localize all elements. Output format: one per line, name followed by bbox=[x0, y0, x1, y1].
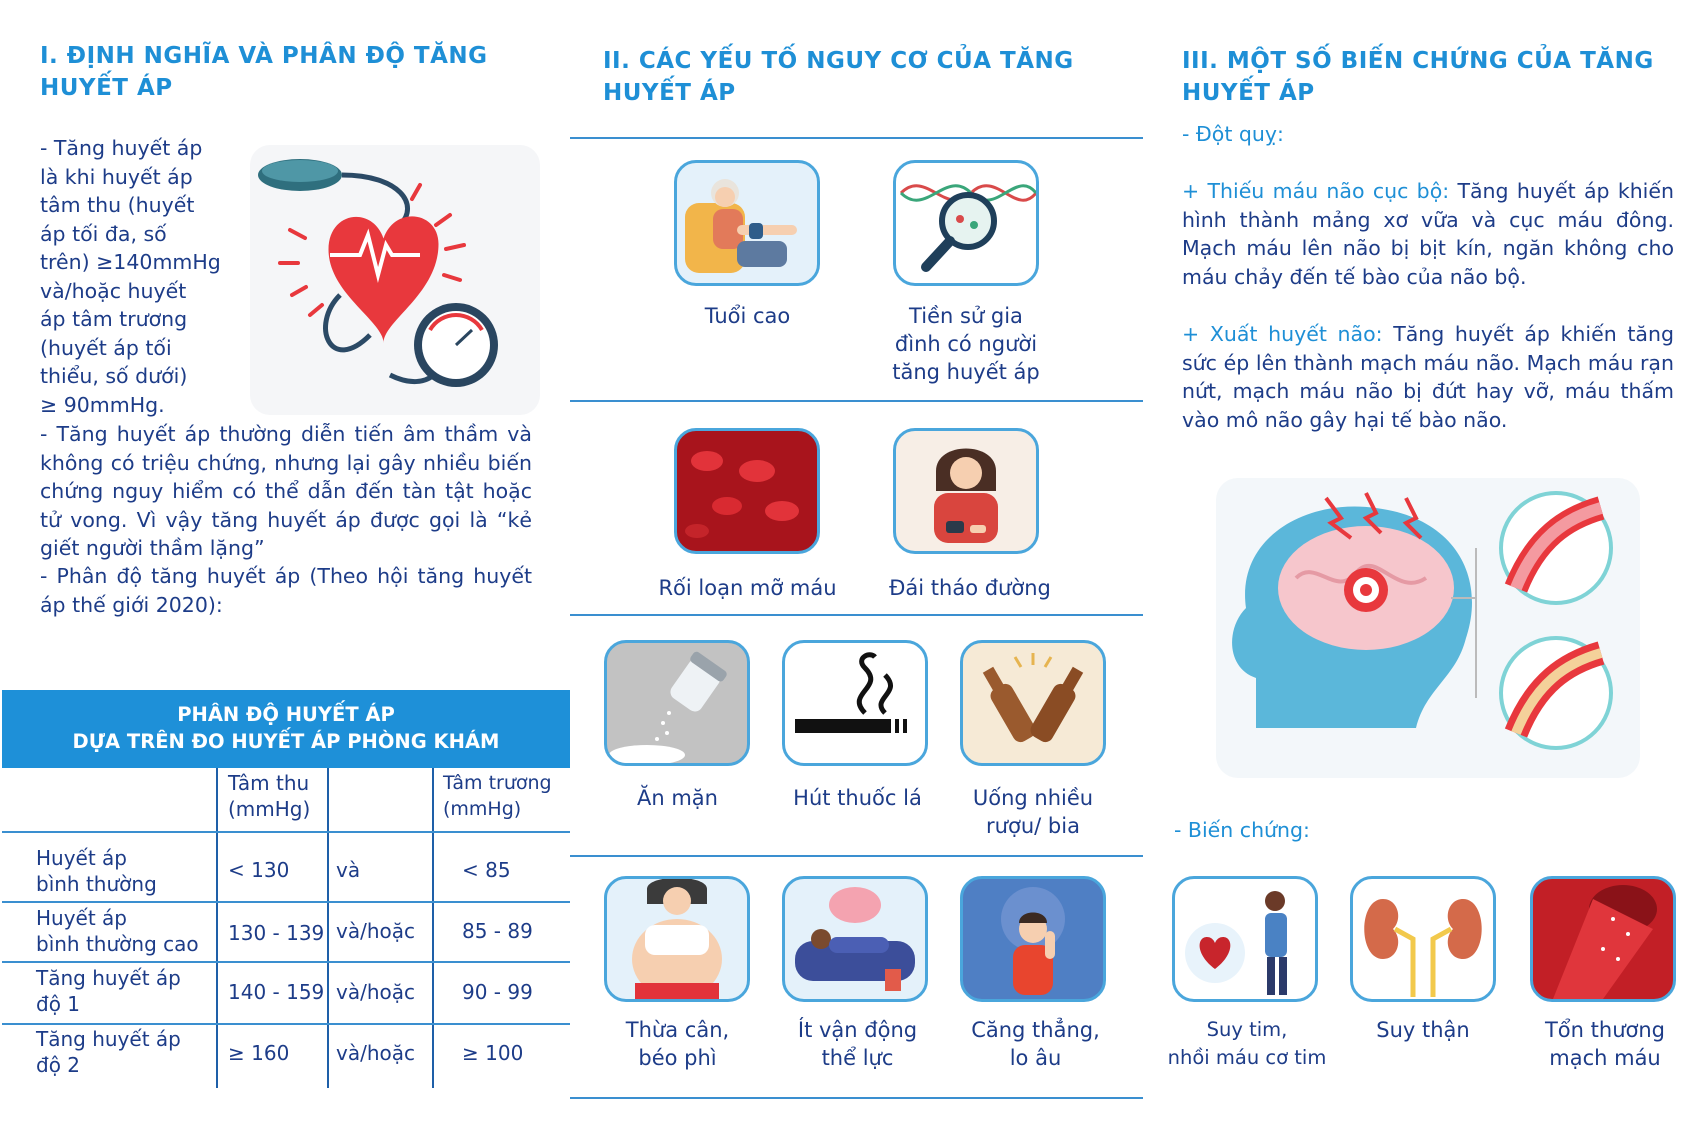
section3-heading bbox=[1182, 45, 1682, 109]
section3-heading-line1: III. MỘT SỐ BIẾN CHỨNG CỦA TĂNG bbox=[1182, 48, 1654, 74]
row-label-line: Tăng huyết áp bbox=[36, 1027, 181, 1051]
dna-magnifier-icon bbox=[893, 160, 1039, 286]
cell-systolic: 140 - 159 bbox=[228, 980, 325, 1004]
complication-label-kidney bbox=[1350, 1016, 1496, 1044]
hemorrhage-text: Tăng huyết áp khiến tăng sức ép lên thành mạch máu não. Mạch máu rạn nứt, mạch máu não bị đứt hay vỡ, máu thấm vào mô não gây hại tế bào não. bbox=[1182, 322, 1674, 432]
glucose-test-icon bbox=[893, 428, 1039, 554]
label-line: rượu/ bia bbox=[986, 814, 1080, 838]
cell-conjunction: và/hoặc bbox=[336, 1041, 415, 1065]
label-line: Suy thận bbox=[1376, 1018, 1470, 1042]
def-line: áp tối đa, số bbox=[40, 221, 167, 246]
divider bbox=[570, 1097, 1143, 1099]
brain-vessel-icon bbox=[1216, 478, 1640, 778]
label-line: Tổn thương bbox=[1544, 1018, 1665, 1042]
label-line: Suy tim, bbox=[1206, 1018, 1288, 1041]
factor-label-diabetes bbox=[870, 574, 1070, 602]
divider bbox=[570, 855, 1143, 857]
label-line: Tuổi cao bbox=[704, 304, 791, 328]
table-row-label bbox=[36, 905, 199, 957]
complication-label-heart bbox=[1150, 1016, 1344, 1072]
factor-label-age bbox=[660, 302, 835, 330]
cell-systolic: 130 - 139 bbox=[228, 921, 325, 945]
divider bbox=[570, 614, 1143, 616]
cell-conjunction: và/hoặc bbox=[336, 980, 415, 1004]
col-header-systolic-line: Tâm thu bbox=[228, 771, 310, 795]
definition-text bbox=[40, 134, 232, 419]
section2-heading bbox=[603, 45, 1143, 109]
row-label-line: Tăng huyết áp bbox=[36, 966, 181, 990]
heart-bp-gauge-icon bbox=[250, 145, 540, 415]
label-line: Thừa cân, bbox=[625, 1018, 730, 1042]
sedentary-couch-icon bbox=[782, 876, 928, 1002]
cell-systolic: < 130 bbox=[228, 858, 290, 882]
def-line: là khi huyết áp bbox=[40, 164, 193, 189]
divider bbox=[570, 137, 1143, 139]
label-line: Đái tháo đường bbox=[889, 576, 1051, 600]
label-line: Hút thuốc lá bbox=[793, 786, 922, 810]
silent-killer-text: - Tăng huyết áp thường diễn tiến âm thầm và không có triệu chứng, nhưng lại gây nhiều biến chứng nguy hiểm có thể dẫn đến tàn tật hoặc tử vong. Vì vậy tăng huyết áp được gọi là “kẻ giết người thầm lặng” bbox=[40, 422, 532, 560]
classification-intro: - Phân độ tăng huyết áp (Theo hội tăng huyết áp thế giới 2020): bbox=[40, 564, 532, 617]
factor-label-inactivity bbox=[775, 1016, 940, 1072]
factor-label-stress bbox=[953, 1016, 1118, 1072]
cell-diastolic: 90 - 99 bbox=[462, 980, 533, 1004]
stroke-title-text: - Đột quỵ: bbox=[1182, 122, 1284, 146]
ischemia-text: Tăng huyết áp khiến hình thành mảng xơ vữa và cục máu đông. Mạch máu lên não bị bịt kín, ngăn không cho máu chảy đến tế bào của não bộ. bbox=[1182, 179, 1674, 289]
bp-table-title bbox=[2, 690, 570, 768]
hemorrhage-label: + Xuất huyết não: bbox=[1182, 322, 1383, 346]
label-line: Căng thẳng, bbox=[971, 1018, 1100, 1042]
table-row-label bbox=[36, 965, 181, 1017]
row-label-line: độ 1 bbox=[36, 992, 81, 1016]
obese-person-icon bbox=[604, 876, 750, 1002]
def-line: - Tăng huyết áp bbox=[40, 136, 203, 160]
section2-heading-line2: HUYẾT ÁP bbox=[603, 80, 736, 106]
factor-label-dyslipidemia bbox=[640, 574, 855, 602]
complications-title-text: - Biến chứng: bbox=[1174, 818, 1310, 842]
col-header-systolic-line: (mmHg) bbox=[228, 797, 311, 821]
def-line: ≥ 90mmHg. bbox=[40, 392, 165, 417]
ischemia-label: + Thiếu máu não cục bộ: bbox=[1182, 179, 1450, 203]
heart-failure-icon bbox=[1172, 876, 1318, 1002]
label-line: lo âu bbox=[1009, 1046, 1062, 1070]
section1-heading bbox=[40, 40, 560, 104]
label-line: Tiền sử gia bbox=[909, 304, 1023, 328]
bp-table-title-line1: PHÂN ĐỘ HUYẾT ÁP bbox=[177, 703, 395, 726]
stroke-title bbox=[1182, 120, 1682, 149]
brain-stroke-illustration bbox=[1216, 478, 1640, 778]
def-line: trên) ≥140mmHg bbox=[40, 250, 221, 274]
col-header-diastolic bbox=[443, 770, 552, 822]
cell-diastolic: 85 - 89 bbox=[462, 919, 533, 943]
row-label-line: Huyết áp bbox=[36, 846, 128, 870]
row-label-line: Huyết áp bbox=[36, 906, 128, 930]
section2-heading-line1: II. CÁC YẾU TỐ NGUY CƠ CỦA TĂNG bbox=[603, 48, 1074, 74]
section3-heading-line2: HUYẾT ÁP bbox=[1182, 80, 1315, 106]
elderly-woman-bp-icon bbox=[674, 160, 820, 286]
salt-shaker-icon bbox=[604, 640, 750, 766]
label-line: Uống nhiều bbox=[972, 786, 1094, 810]
label-line: Ăn mặn bbox=[637, 786, 718, 810]
damaged-vessel-icon bbox=[1530, 876, 1676, 1002]
cell-conjunction: và/hoặc bbox=[336, 919, 415, 943]
def-line: thiểu, số dưới) bbox=[40, 364, 188, 388]
col-header-diastolic-line: Tâm trương bbox=[443, 772, 552, 794]
col-header-diastolic-line: (mmHg) bbox=[443, 798, 522, 820]
factor-label-alcohol bbox=[953, 784, 1113, 840]
cell-diastolic: < 85 bbox=[462, 858, 511, 882]
label-line: nhồi máu cơ tim bbox=[1167, 1046, 1327, 1069]
label-line: Ít vận động bbox=[797, 1018, 918, 1042]
cigarette-icon bbox=[782, 640, 928, 766]
label-line: Rối loạn mỡ máu bbox=[658, 576, 837, 600]
def-line: và/hoặc huyết bbox=[40, 278, 187, 303]
label-line: thể lực bbox=[821, 1046, 894, 1070]
label-line: đình có người bbox=[894, 332, 1038, 356]
table-row-label bbox=[36, 845, 157, 897]
def-line: (huyết áp tối bbox=[40, 335, 172, 360]
blood-cells-icon bbox=[674, 428, 820, 554]
kidney-icon bbox=[1350, 876, 1496, 1002]
factor-label-family-history bbox=[870, 302, 1062, 386]
label-line: mạch máu bbox=[1549, 1046, 1661, 1070]
ischemia-paragraph bbox=[1182, 177, 1674, 291]
beer-bottles-icon bbox=[960, 640, 1106, 766]
def-line: tâm thu (huyết bbox=[40, 193, 195, 217]
row-label-line: độ 2 bbox=[36, 1053, 81, 1077]
cell-conjunction: và bbox=[336, 858, 361, 882]
col-header-systolic bbox=[228, 770, 310, 822]
label-line: béo phì bbox=[638, 1046, 717, 1070]
section1-heading-line1: I. ĐỊNH NGHĨA VÀ PHÂN ĐỘ TĂNG bbox=[40, 43, 488, 69]
label-line: tăng huyết áp bbox=[892, 360, 1040, 384]
factor-label-smoking bbox=[775, 784, 940, 812]
bp-table-title-line2: DỰA TRÊN ĐO HUYẾT ÁP PHÒNG KHÁM bbox=[72, 730, 500, 753]
table-row-label bbox=[36, 1026, 181, 1078]
bp-monitor-illustration bbox=[250, 145, 540, 415]
hemorrhage-paragraph bbox=[1182, 320, 1674, 434]
section1-heading-line2: HUYẾT ÁP bbox=[40, 75, 173, 101]
row-label-line: bình thường bbox=[36, 872, 157, 896]
cell-diastolic: ≥ 100 bbox=[462, 1041, 524, 1065]
cell-systolic: ≥ 160 bbox=[228, 1041, 290, 1065]
factor-label-obesity bbox=[600, 1016, 755, 1072]
row-label-line: bình thường cao bbox=[36, 932, 199, 956]
divider bbox=[570, 400, 1143, 402]
complications-title bbox=[1174, 816, 1474, 845]
stressed-person-icon bbox=[960, 876, 1106, 1002]
complication-label-vessel bbox=[1520, 1016, 1690, 1072]
factor-label-salty-food bbox=[600, 784, 755, 812]
def-line: áp tâm trương bbox=[40, 307, 188, 331]
